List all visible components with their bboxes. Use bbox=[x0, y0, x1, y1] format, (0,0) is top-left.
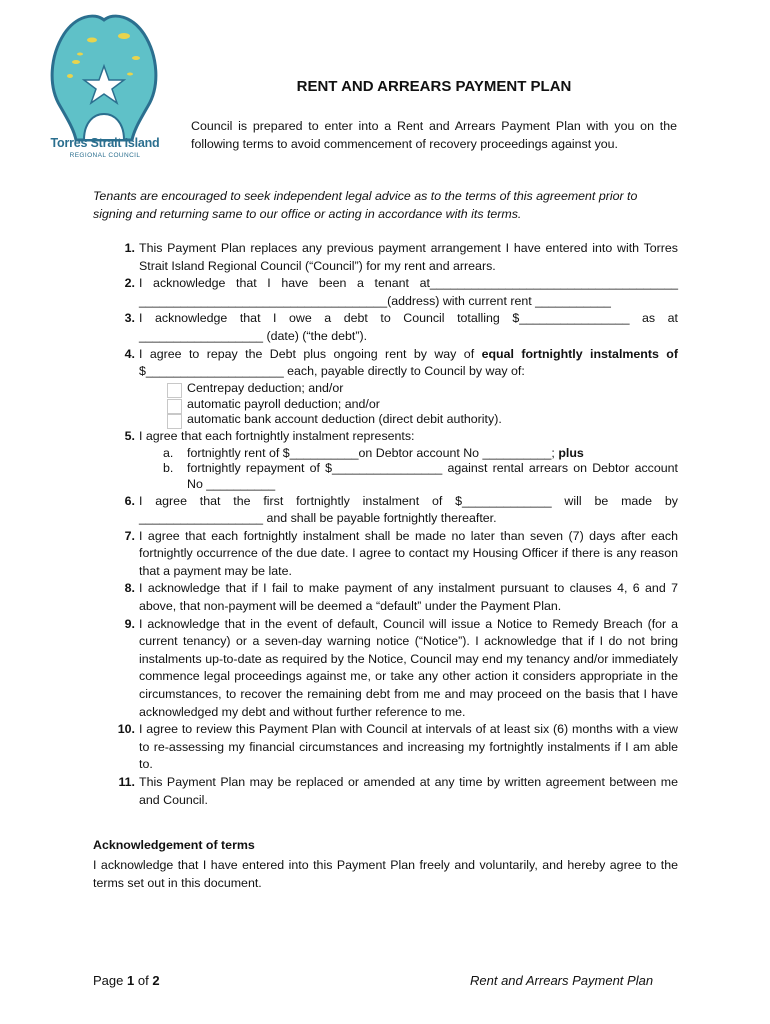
item-letter: a. bbox=[163, 445, 174, 460]
term-number: 5. bbox=[124, 429, 135, 444]
checkbox-centrepay[interactable] bbox=[167, 383, 182, 398]
term-number: 8. bbox=[124, 581, 135, 596]
item-bold-tail: plus bbox=[558, 445, 584, 460]
term-text: I agree that each fortnightly instalment represents: bbox=[139, 429, 415, 444]
page-number bbox=[93, 973, 160, 988]
instalment-item-b bbox=[139, 461, 678, 492]
term-text-pre: I agree to repay the Debt plus ongoing rent by way of bbox=[139, 346, 482, 361]
term-text: I acknowledge that I have been a tenant at____________________________________ ____________________________________(address) with current rent ___________ bbox=[139, 276, 678, 308]
term-number: 10. bbox=[117, 722, 135, 737]
acknowledgement-text: I acknowledge that I have entered into this Payment Plan freely and voluntarily, and hereby agree to the terms set out in this document. bbox=[93, 858, 678, 890]
checkbox-payroll[interactable] bbox=[167, 399, 182, 414]
page-of: of bbox=[137, 973, 149, 988]
term-11 bbox=[93, 774, 678, 809]
term-number: 6. bbox=[124, 493, 135, 508]
island-icon bbox=[127, 73, 133, 76]
page-current: 1 bbox=[127, 973, 135, 988]
island-icon bbox=[77, 53, 83, 56]
term-4 bbox=[93, 346, 678, 429]
term-text bbox=[139, 347, 678, 379]
term-number: 3. bbox=[124, 311, 135, 326]
term-number: 7. bbox=[124, 528, 135, 543]
checkbox-direct-debit[interactable] bbox=[167, 414, 182, 429]
term-number: 9. bbox=[124, 616, 135, 631]
term-text: I acknowledge that if I fail to make payment of any instalment pursuant to clauses 4, 6 and 7 above, that non-payment will be deemed a “default” under the Payment Plan. bbox=[139, 581, 678, 614]
term-text: I acknowledge that I owe a debt to Council totalling $________________ as at __________________ (date) (“the debt”). bbox=[139, 311, 678, 343]
legal-advice-note: Tenants are encouraged to seek independent legal advice as to the terms of this agreement prior to signing and returning same to our office or acting in accordance with its terms. bbox=[93, 189, 638, 221]
term-number: 11. bbox=[118, 775, 135, 790]
item-letter: b. bbox=[163, 461, 174, 476]
island-icon bbox=[72, 60, 80, 64]
document-title: RENT AND ARREARS PAYMENT PLAN bbox=[296, 78, 572, 95]
island-icon bbox=[118, 33, 130, 39]
intro-paragraph: Council is prepared to enter into a Rent and Arrears Payment Plan with you on the following terms to avoid commencement of recovery proceedings against you. bbox=[191, 119, 677, 151]
logo-name: Torres Strait Island bbox=[50, 136, 160, 150]
option-label: automatic bank account deduction (direct debit authority). bbox=[187, 412, 502, 427]
term-text: I acknowledge that in the event of default, Council will issue a Notice to Remedy Breach (for a current tenancy) or a seven-day warning notice (“Notice”). I acknowledge that if I do not bring instalments up-to-date as required by the Notice, Council may end my tenancy and/or immediately commence legal proceedings against me, or take any other action it considers appropriate in the circumstances, to recover the remaining debt from me and may proceed on the basis that I have acknowledged my debt and without further reference to me. bbox=[139, 616, 678, 719]
term-2 bbox=[93, 275, 678, 310]
island-icon bbox=[67, 74, 73, 78]
term-text: This Payment Plan may be replaced or amended at any time by written agreement between me and Council. bbox=[139, 775, 678, 807]
term-9 bbox=[93, 616, 678, 722]
payment-option-direct-debit bbox=[139, 412, 678, 428]
term-text-post: $____________________ each, payable directly to Council by way of: bbox=[139, 364, 525, 379]
term-7 bbox=[93, 528, 678, 581]
term-8 bbox=[93, 580, 678, 615]
acknowledgement-heading: Acknowledgement of terms bbox=[93, 838, 255, 852]
item-text: fortnightly rent of $__________on Debtor account No __________; bbox=[187, 445, 555, 460]
item-text: fortnightly repayment of $________________ against rental arrears on Debtor account No __________ bbox=[187, 461, 678, 491]
terms-list bbox=[93, 240, 678, 809]
logo-subtitle: REGIONAL COUNCIL bbox=[69, 152, 141, 159]
term-text: I agree that the first fortnightly instalment of $_____________ will be made by __________________ and shall be payable fortnightly thereafter. bbox=[139, 493, 678, 526]
term-number: 1. bbox=[124, 241, 135, 255]
term-text-bold: equal fortnightly instalments of bbox=[481, 346, 678, 361]
term-number: 2. bbox=[124, 276, 135, 291]
term-text: I agree to review this Payment Plan with Council at intervals of at least six (6) months with a view to re-assessing my financial circumstances and increasing my fortnightly instalments if I am able to. bbox=[139, 722, 678, 772]
footer-document-title: Rent and Arrears Payment Plan bbox=[470, 973, 654, 988]
option-label: Centrepay deduction; and/or bbox=[187, 380, 344, 395]
island-icon bbox=[87, 38, 97, 43]
option-label: automatic payroll deduction; and/or bbox=[187, 396, 380, 411]
payment-option-payroll bbox=[139, 397, 678, 413]
term-10 bbox=[93, 721, 678, 774]
term-number: 4. bbox=[124, 346, 135, 361]
term-3 bbox=[93, 310, 678, 345]
instalment-item-a bbox=[139, 446, 678, 462]
term-6 bbox=[93, 493, 678, 528]
page-label: Page bbox=[93, 973, 124, 988]
term-5 bbox=[93, 428, 678, 492]
term-1 bbox=[93, 240, 678, 275]
term-text: This Payment Plan replaces any previous payment arrangement I have entered into with Torres Strait Island Regional Council (“Council”) for my rent and arrears. bbox=[139, 241, 678, 273]
term-text: I agree that each fortnightly instalment shall be made no later than seven (7) days after each fortnightly occurrence of the due date. I agree to contact my Housing Officer if there is any reason that a payment may be late. bbox=[139, 528, 678, 578]
payment-option-centrepay bbox=[139, 381, 678, 397]
island-icon bbox=[132, 56, 140, 60]
page-total: 2 bbox=[152, 973, 160, 988]
